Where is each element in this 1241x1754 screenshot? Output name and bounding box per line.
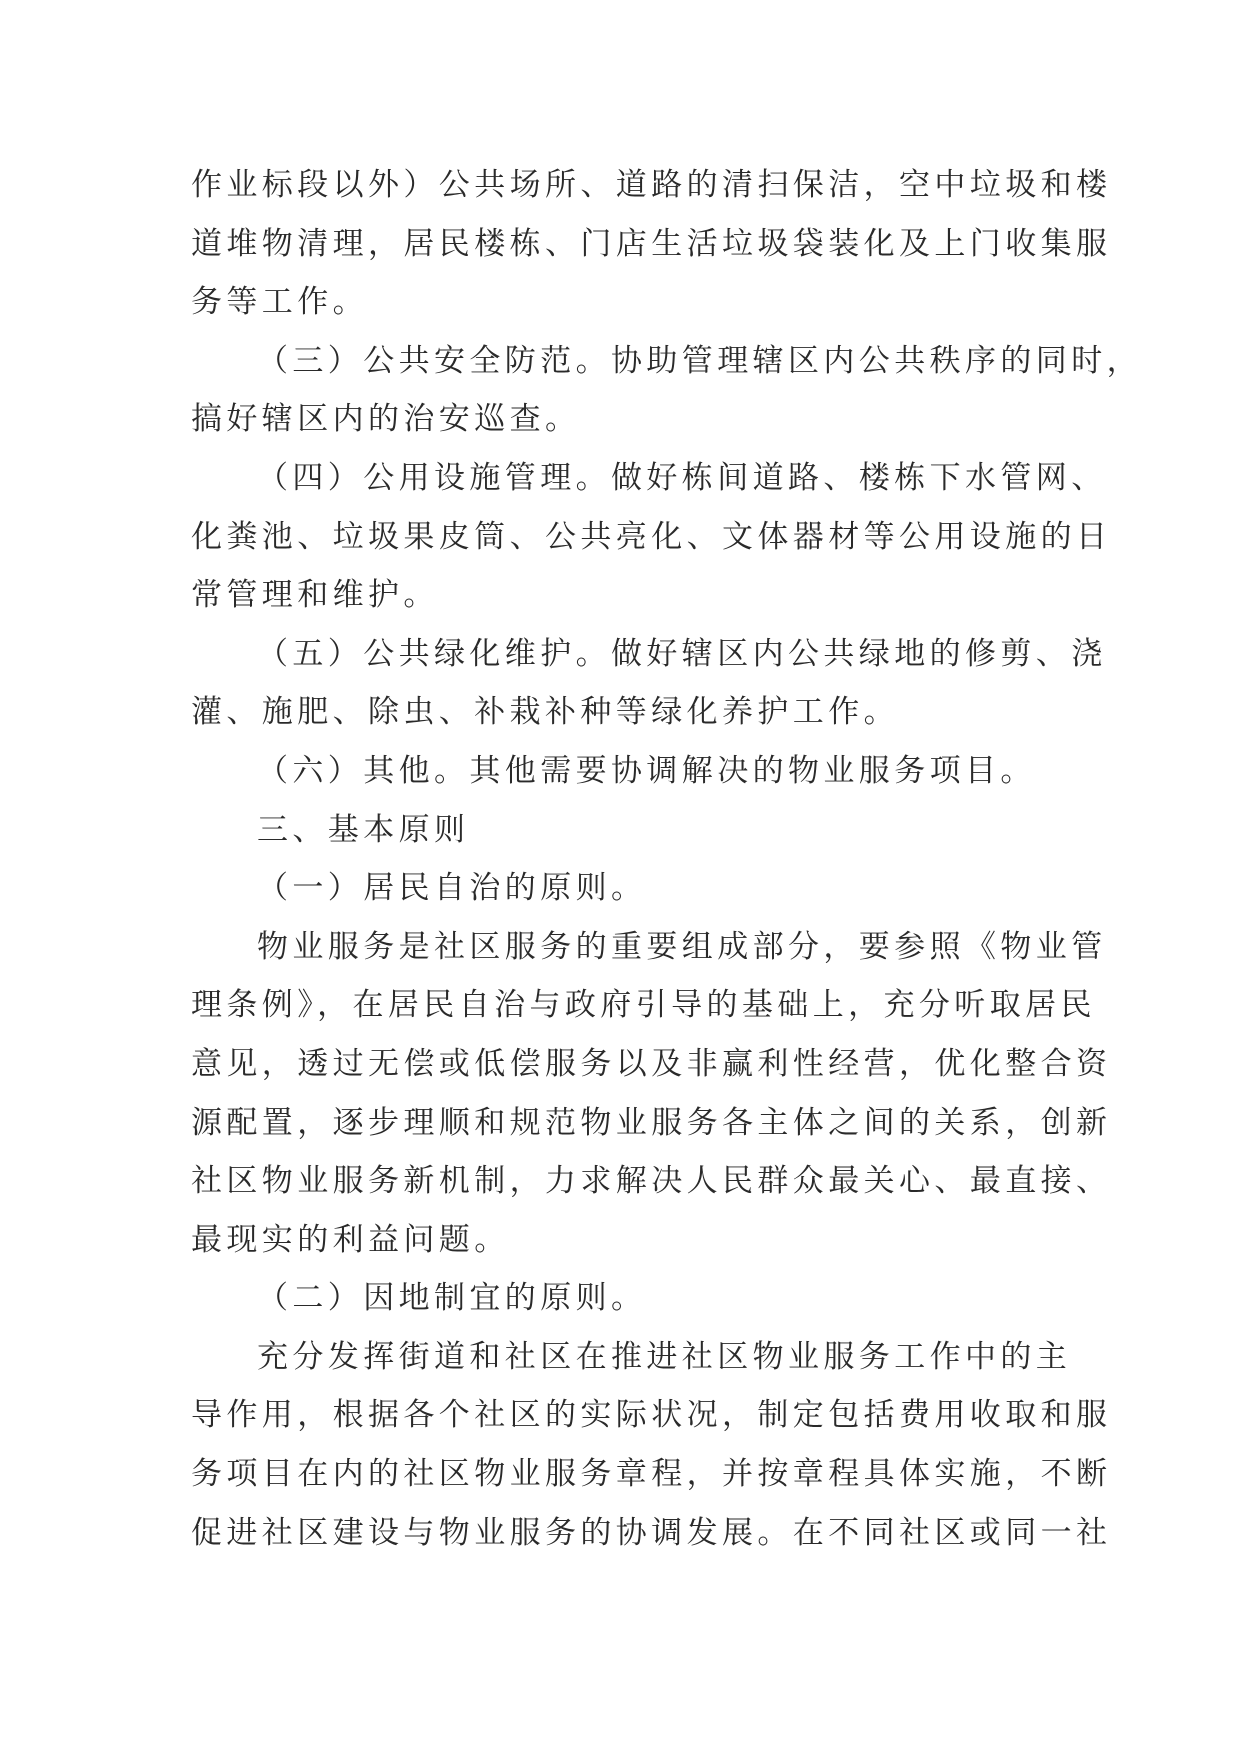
body-line-continuation: 搞好辖区内的治安巡查。 xyxy=(191,401,581,438)
section-heading-basic-principles: 三、基本原则 xyxy=(257,811,470,848)
principle-2-heading: （二）因地制宜的原则。 xyxy=(257,1280,647,1317)
body-line-continuation: 化粪池、垃圾果皮筒、公共亮化、文体器材等公用设施的日 xyxy=(191,518,1112,555)
body-line-continuation: 常管理和维护。 xyxy=(191,577,439,614)
body-line-continuation: 务项目在内的社区物业服务章程，并按章程具体实施，不断 xyxy=(191,1456,1112,1493)
item-6-other: （六）其他。其他需要协调解决的物业服务项目。 xyxy=(257,752,1036,789)
body-line-continuation: 社区物业服务新机制，力求解决人民群众最关心、最直接、 xyxy=(191,1163,1112,1200)
body-line-continuation: 道堆物清理，居民楼栋、门店生活垃圾袋装化及上门收集服 xyxy=(191,225,1112,262)
body-line-continuation: 促进社区建设与物业服务的协调发展。在不同社区或同一社 xyxy=(191,1514,1112,1551)
document-body xyxy=(191,156,1142,1562)
principle-2-paragraph: 充分发挥街道和社区在推进社区物业服务工作中的主 xyxy=(257,1338,1072,1375)
body-line-continuation: 务等工作。 xyxy=(191,284,368,321)
body-line-continuation: 最现实的利益问题。 xyxy=(191,1221,510,1258)
body-line-continuation: 意见，透过无偿或低偿服务以及非赢利性经营，优化整合资 xyxy=(191,1045,1112,1082)
body-line-continuation: 源配置，逐步理顺和规范物业服务各主体之间的关系，创新 xyxy=(191,1104,1112,1141)
body-line-continuation: 作业标段以外）公共场所、道路的清扫保洁，空中垃圾和楼 xyxy=(191,167,1112,203)
body-line-continuation: 理条例》，在居民自治与政府引导的基础上，充分听取居民 xyxy=(191,987,1096,1024)
item-5-public-greening: （五）公共绿化维护。做好辖区内公共绿地的修剪、浇 xyxy=(257,635,1107,672)
body-line-continuation: 导作用，根据各个社区的实际状况，制定包括费用收取和服 xyxy=(191,1397,1112,1434)
principle-1-paragraph: 物业服务是社区服务的重要组成部分，要参照《物业管 xyxy=(257,928,1107,965)
body-line-continuation: 灌、施肥、除虫、补栽补种等绿化养护工作。 xyxy=(191,694,899,731)
principle-1-heading: （一）居民自治的原则。 xyxy=(257,870,647,907)
item-3-public-safety: （三）公共安全防范。协助管理辖区内公共秩序的同时， xyxy=(257,342,1142,379)
item-4-public-facilities: （四）公用设施管理。做好栋间道路、楼栋下水管网、 xyxy=(257,459,1107,496)
